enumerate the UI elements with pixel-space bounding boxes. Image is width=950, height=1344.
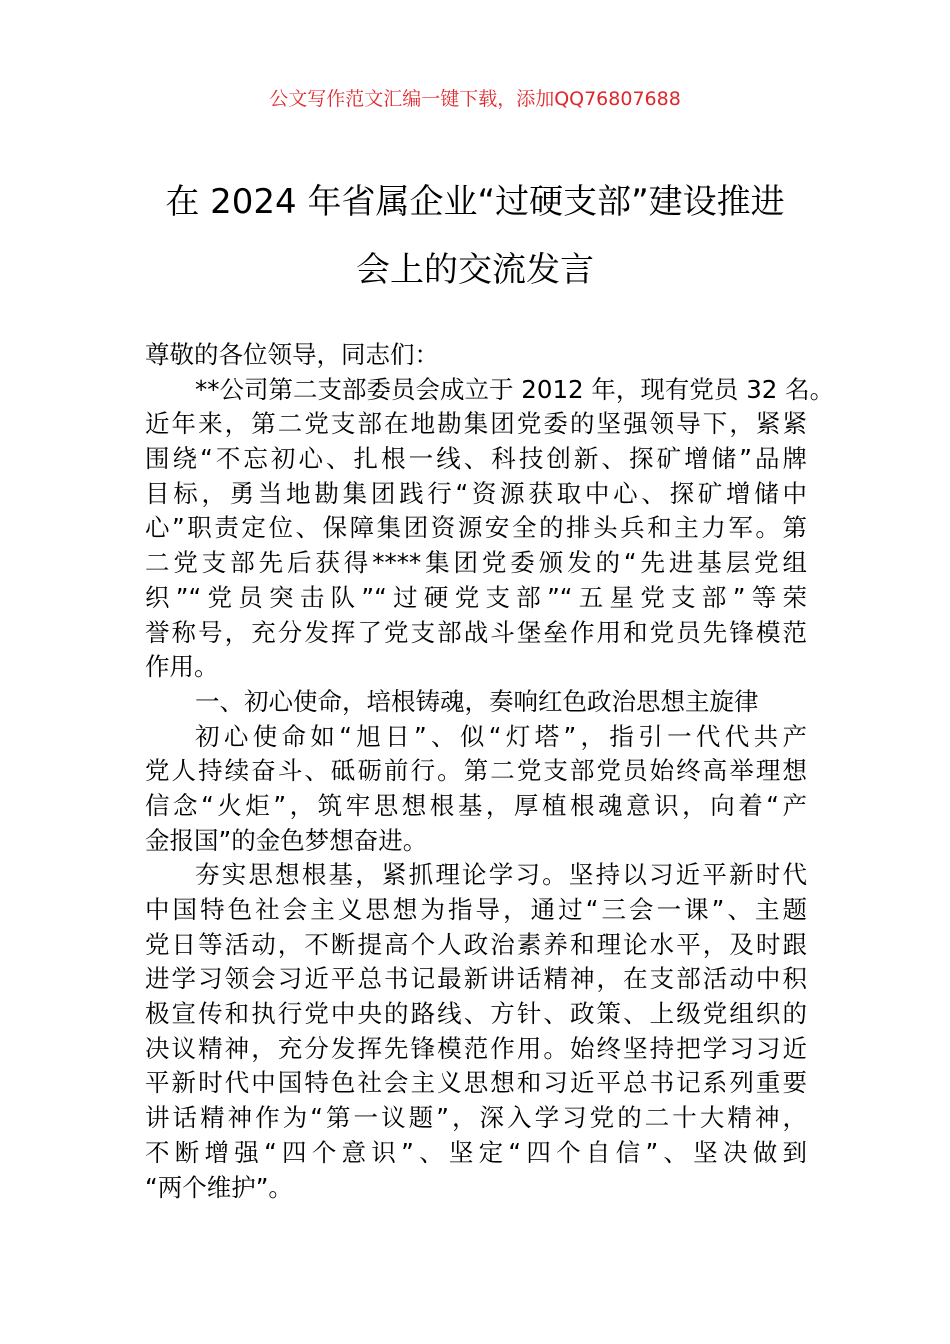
text-line: 初心使命如“旭日”、似“灯塔”，指引一代代共产 xyxy=(195,721,807,751)
text-line: 极宣传和执行党中央的路线、方针、政策、上级党组织的 xyxy=(145,999,807,1029)
text-line: “两个维护”。 xyxy=(145,1172,293,1202)
paragraph xyxy=(145,373,835,685)
text-line: 目标，勇当地勘集团践行“资源获取中心、探矿增储中 xyxy=(145,478,807,508)
document-body xyxy=(145,338,835,1205)
text-line: 党日等活动，不断提高个人政治素养和理论水平，及时跟 xyxy=(145,929,807,959)
text-line: 誉称号，充分发挥了党支部战斗堡垒作用和党员先锋模范 xyxy=(145,617,807,647)
text-line: 夯实思想根基，紧抓理论学习。坚持以习近平新时代 xyxy=(195,860,807,890)
paragraph xyxy=(145,720,807,859)
text-line: 党人持续奋斗、砥砺前行。第二党支部党员始终高举理想 xyxy=(145,756,807,786)
text-line: 决议精神，充分发挥先锋模范作用。始终坚持把学习习近 xyxy=(145,1033,807,1063)
text-line: 进学习领会习近平总书记最新讲话精神，在支部活动中积 xyxy=(145,964,807,994)
text-line: 金报国”的金色梦想奋进。 xyxy=(145,825,428,855)
text-line: 围绕“不忘初心、扎根一线、科技创新、探矿增储”品牌 xyxy=(145,444,807,474)
document-title-line-2: 会上的交流发言 xyxy=(356,250,594,290)
text-line: 织”“党员突击队”“过硬党支部”“五星党支部”等荣 xyxy=(145,582,807,612)
text-line: 近年来，第二党支部在地勘集团党委的坚强领导下，紧紧 xyxy=(145,409,807,439)
text-line: 尊敬的各位领导，同志们： xyxy=(145,340,439,369)
watermark-download-notice: 公文写作范文汇编一键下载，添加QQ76807688 xyxy=(269,88,681,110)
document-title-line-1: 在 2024 年省属企业“过硬支部”建设推进 xyxy=(165,182,785,222)
paragraph xyxy=(145,858,807,1205)
salutation xyxy=(145,338,807,373)
text-line: **公司第二支部委员会成立于 2012 年，现有党员 32 名。 xyxy=(195,374,835,404)
text-line: 心”职责定位、保障集团资源安全的排头兵和主力军。第 xyxy=(145,513,807,543)
text-line: 不断增强“四个意识”、坚定“四个自信”、坚决做到 xyxy=(145,1137,807,1167)
text-line: 中国特色社会主义思想为指导，通过“三会一课”、主题 xyxy=(145,895,807,924)
text-line: 一、初心使命，培根铸魂，奏响红色政治思想主旋律 xyxy=(195,686,759,716)
text-line: 信念“火炬”，筑牢思想根基，厚植根魂意识，向着“产 xyxy=(145,790,807,820)
text-line: 平新时代中国特色社会主义思想和习近平总书记系列重要 xyxy=(145,1068,807,1098)
section-heading xyxy=(145,685,807,720)
text-line: 讲话精神作为“第一议题”，深入学习党的二十大精神， xyxy=(145,1103,807,1133)
text-line: 二党支部先后获得****集团党委颁发的“先进基层党组 xyxy=(145,548,807,578)
text-line: 作用。 xyxy=(145,652,219,682)
